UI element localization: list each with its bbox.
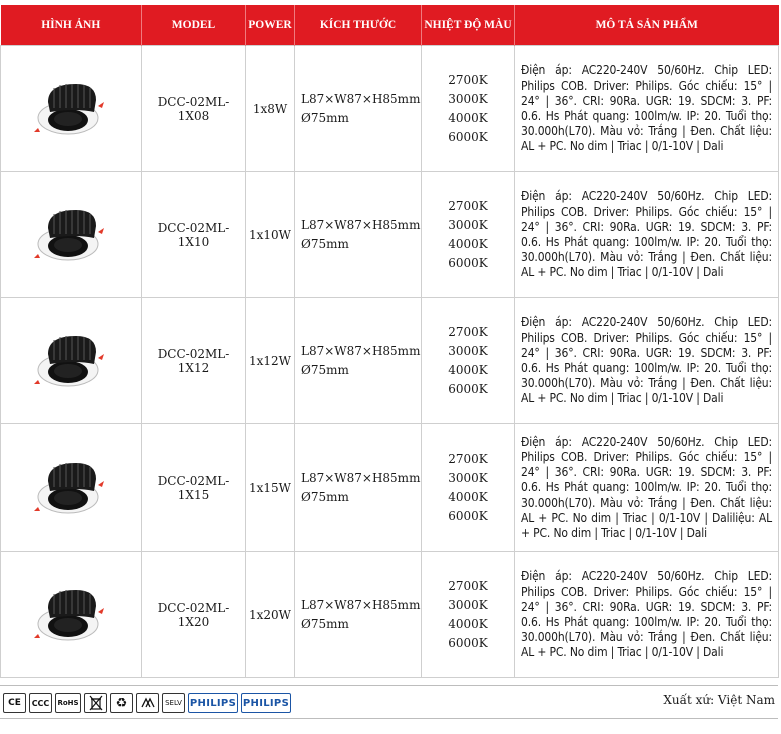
temp-value: 2700K — [448, 324, 488, 339]
header-model: MODEL — [142, 5, 246, 46]
temp-value: 2700K — [448, 578, 488, 593]
footer-divider-bottom — [0, 718, 778, 719]
ccc-mark-icon: CCC — [29, 693, 52, 713]
philips-logo-icon: PHILIPS — [241, 693, 291, 713]
power-cell: 1x20W — [246, 552, 295, 678]
header-power: POWER — [246, 5, 295, 46]
temp-value: 6000K — [448, 129, 488, 144]
table-header-row — [1, 5, 779, 46]
product-spec-table — [0, 5, 779, 678]
description-cell: Điện áp: AC220-240V 50/60Hz. Chip LED: Philips COB. Driver: Philips. Góc chiếu: 15° | 24° | 36°. CRI: 90Ra. UGR: 19. SDCM: 3. PF: 0.6. Hs Phát quang: 100lm/w. IP: 20. Tuổi thọ: 30.000h(L70). Màu vỏ: Trắng | Đen. Chất liệu: AL + PC. No dim | Triac | 0/1-10V | Dali — [515, 46, 779, 172]
downlight-product-image — [26, 451, 116, 521]
product-image-cell — [1, 424, 142, 552]
model-cell: DCC-02ML-1X15 — [142, 424, 246, 552]
temp-value: 2700K — [448, 198, 488, 213]
temp-value: 3000K — [448, 597, 488, 612]
selv-mark-icon: SELV — [162, 693, 185, 713]
header-image: HÌNH ẢNH — [1, 5, 142, 46]
header-description: MÔ TẢ SẢN PHẨM — [515, 5, 779, 46]
description-cell: Điện áp: AC220-240V 50/60Hz. Chip LED: Philips COB. Driver: Philips. Góc chiếu: 15° | 24° | 36°. CRI: 90Ra. UGR: 19. SDCM: 3. PF: 0.6. Hs Phát quang: 100lm/w. IP: 20. Tuổi thọ: 30.000h(L70). Màu vỏ: Trắng | Đen. Chất liệu: AL + PC. No dim | Triac | 0/1-10V | Dali — [515, 298, 779, 424]
philips-logo-icon: PHILIPS — [188, 693, 238, 713]
certification-logos — [3, 692, 291, 714]
size-cell — [295, 172, 422, 298]
model-cell: DCC-02ML-1X08 — [142, 46, 246, 172]
product-image-cell — [1, 46, 142, 172]
power-cell: 1x15W — [246, 424, 295, 552]
model-cell: DCC-02ML-1X20 — [142, 552, 246, 678]
recycle-icon: ♻ — [110, 693, 133, 713]
downlight-product-image — [26, 578, 116, 648]
temp-value: 3000K — [448, 470, 488, 485]
table-row — [1, 424, 779, 552]
size-dimensions: L87×W87×H85mm — [301, 597, 421, 612]
temp-value: 3000K — [448, 91, 488, 106]
origin-text: Xuất xứ: Việt Nam — [663, 693, 775, 707]
size-cutout: Ø75mm — [301, 362, 349, 377]
temp-value: 3000K — [448, 217, 488, 232]
size-cell — [295, 552, 422, 678]
size-dimensions: L87×W87×H85mm — [301, 91, 421, 106]
description-cell: Điện áp: AC220-240V 50/60Hz. Chip LED: Philips COB. Driver: Philips. Góc chiếu: 15° | 24° | 36°. CRI: 90Ra. UGR: 19. SDCM: 3. PF: 0.6. Hs Phát quang: 100lm/w. IP: 20. Tuổi thọ: 30.000h(L70). Màu vỏ: Trắng | Đen. Chất liệu: AL + PC. No dim | Triac | 0/1-10V | Dali — [515, 172, 779, 298]
table-row — [1, 46, 779, 172]
temp-value: 4000K — [448, 236, 488, 251]
product-image-cell — [1, 552, 142, 678]
temp-value: 4000K — [448, 110, 488, 125]
size-dimensions: L87×W87×H85mm — [301, 470, 421, 485]
header-size: KÍCH THƯỚC — [295, 5, 422, 46]
product-image-cell — [1, 298, 142, 424]
temp-value: 6000K — [448, 255, 488, 270]
model-cell: DCC-02ML-1X12 — [142, 298, 246, 424]
power-cell: 1x10W — [246, 172, 295, 298]
color-temp-cell — [422, 424, 515, 552]
rohs-mark-icon: RoHS — [55, 693, 81, 713]
description-cell: Điện áp: AC220-240V 50/60Hz. Chip LED: Philips COB. Driver: Philips. Góc chiếu: 15° | 24° | 36°. CRI: 90Ra. UGR: 19. SDCM: 3. PF: 0.6. Hs Phát quang: 100lm/w. IP: 20. Tuổi thọ: 30.000h(L70). Màu vỏ: Trắng | Đen. Chất liệu: AL + PC. No dim | Triac | 0/1-10V | Daliliệu: AL + PC. No dim | Triac | 0/1-10V | Dali — [515, 424, 779, 552]
description-cell: Điện áp: AC220-240V 50/60Hz. Chip LED: Philips COB. Driver: Philips. Góc chiếu: 15° | 24° | 36°. CRI: 90Ra. UGR: 19. SDCM: 3. PF: 0.6. Hs Phát quang: 100lm/w. IP: 20. Tuổi thọ: 30.000h(L70). Màu vỏ: Trắng | Đen. Chất liệu: AL + PC. No dim | Triac | 0/1-10V | Dali — [515, 552, 779, 678]
size-cutout: Ø75mm — [301, 489, 349, 504]
temp-value: 4000K — [448, 489, 488, 504]
temp-value: 2700K — [448, 451, 488, 466]
temp-value: 6000K — [448, 508, 488, 523]
size-cutout: Ø75mm — [301, 616, 349, 631]
color-temp-cell — [422, 46, 515, 172]
temp-value: 3000K — [448, 343, 488, 358]
table-row — [1, 298, 779, 424]
downlight-product-image — [26, 324, 116, 394]
product-image-cell — [1, 172, 142, 298]
size-cutout: Ø75mm — [301, 110, 349, 125]
power-cell: 1x8W — [246, 46, 295, 172]
header-color-temp: NHIỆT ĐỘ MÀU — [422, 5, 515, 46]
size-cutout: Ø75mm — [301, 236, 349, 251]
downlight-product-image — [26, 72, 116, 142]
size-dimensions: L87×W87×H85mm — [301, 217, 421, 232]
model-cell: DCC-02ML-1X10 — [142, 172, 246, 298]
temp-value: 4000K — [448, 616, 488, 631]
table-row — [1, 172, 779, 298]
emc-icon — [136, 693, 159, 713]
power-cell: 1x12W — [246, 298, 295, 424]
color-temp-cell — [422, 298, 515, 424]
footer-divider-top — [0, 685, 778, 686]
temp-value: 6000K — [448, 635, 488, 650]
table-row — [1, 552, 779, 678]
color-temp-cell — [422, 552, 515, 678]
temp-value: 2700K — [448, 72, 488, 87]
ce-mark-icon: CE — [3, 693, 26, 713]
size-cell — [295, 46, 422, 172]
temp-value: 6000K — [448, 381, 488, 396]
temp-value: 4000K — [448, 362, 488, 377]
color-temp-cell — [422, 172, 515, 298]
size-cell — [295, 298, 422, 424]
size-cell — [295, 424, 422, 552]
weee-bin-icon — [84, 693, 107, 713]
size-dimensions: L87×W87×H85mm — [301, 343, 421, 358]
downlight-product-image — [26, 198, 116, 268]
